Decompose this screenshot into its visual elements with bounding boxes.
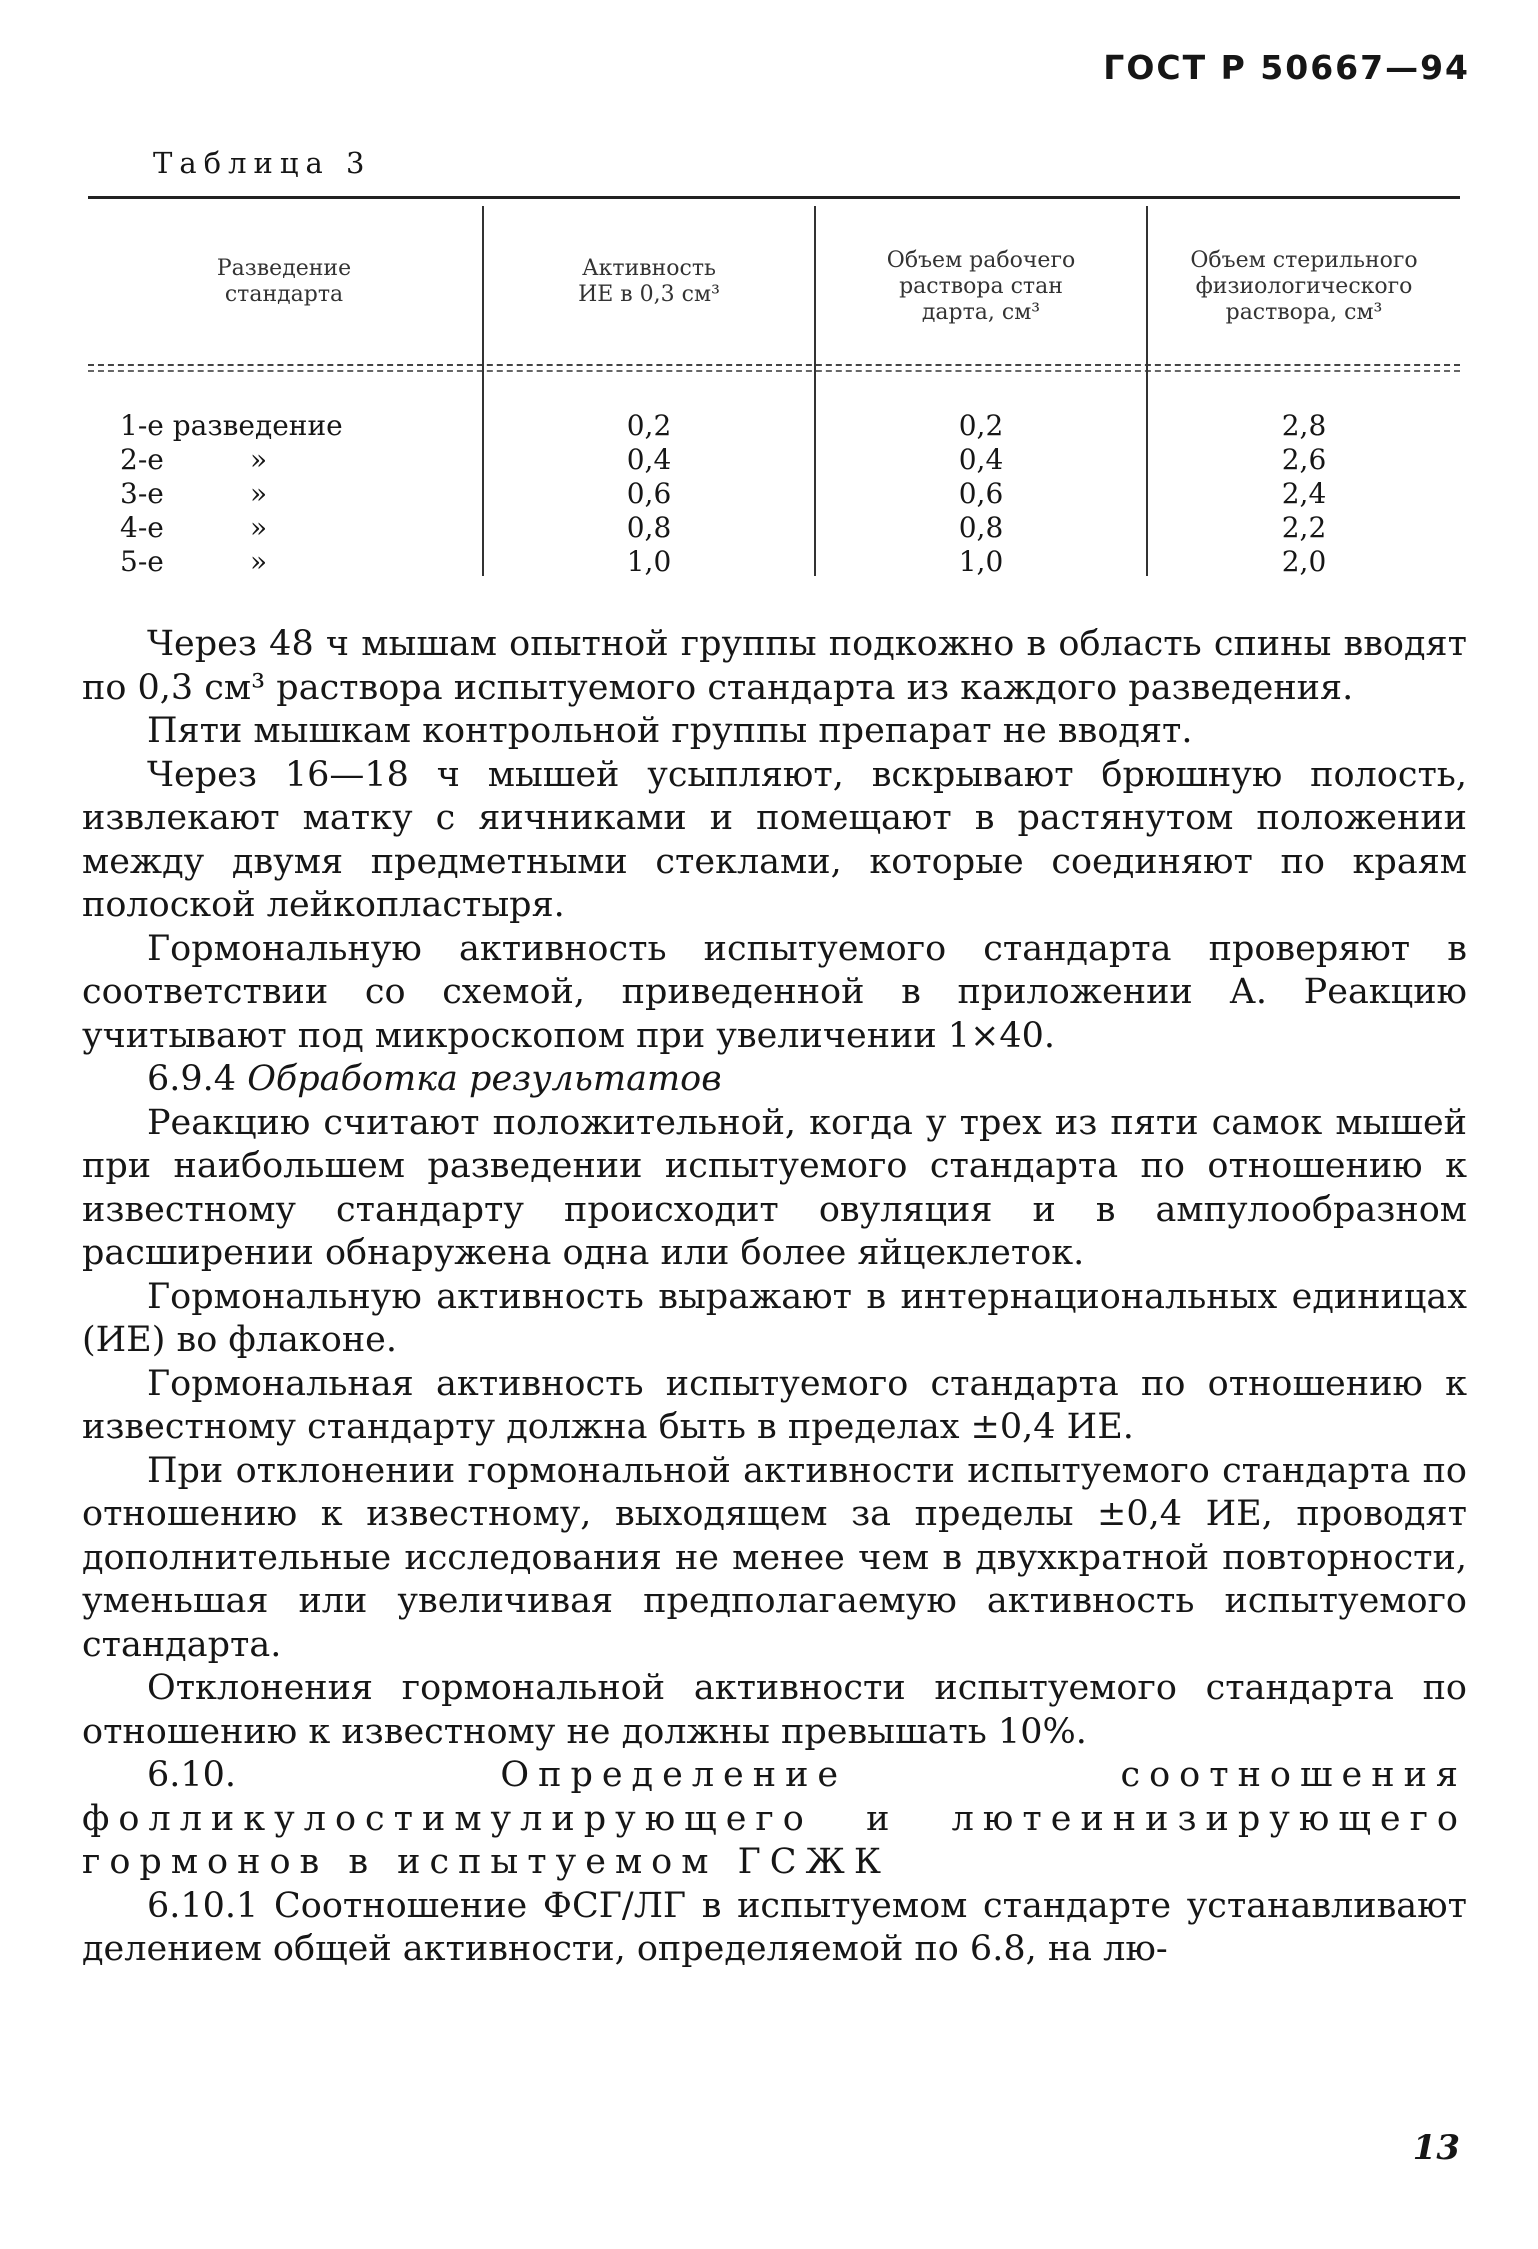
body-text <box>82 623 1467 1972</box>
row-activity: 0,2 <box>626 409 672 442</box>
table-label: Таблица 3 <box>153 146 372 180</box>
row-dilution-label: 1-е разведение <box>120 409 343 442</box>
row-saline-volume: 2,8 <box>1281 409 1327 442</box>
row-ditto-mark: » <box>250 443 268 476</box>
table-header-activity: Активность ИЕ в 0,3 см³ <box>578 256 720 307</box>
row-saline-volume: 2,6 <box>1281 443 1327 476</box>
paragraph: Пяти мышкам контрольной группы препарат не вводят. <box>147 711 1193 751</box>
row-dilution-label: 4-е <box>120 511 164 544</box>
row-working-volume: 0,6 <box>958 477 1004 510</box>
section-number: 6.9.4 <box>147 1059 237 1099</box>
page-number: 13 <box>1412 2128 1460 2168</box>
paragraph: При отклонении гормональной активности испытуемого стандарта по отношению к известному, выходящем за пределы ±0,4 ИЕ, проводят дополнительные исследования не менее чем в двухкратной повторности, уменьшая или увеличивая предполагаемую активность испытуемого стандарта. <box>82 1450 1467 1665</box>
table-header-working-volume: Объем рабочего раствора стан дарта, см³ <box>886 248 1076 325</box>
table-header-rule-2 <box>88 370 1460 372</box>
paragraph: Через 48 ч мышам опытной группы подкожно в область спины вводят по 0,3 см³ раствора испытуемого стандарта из каждого разведения. <box>82 624 1467 708</box>
row-activity: 1,0 <box>626 545 672 578</box>
section-heading-6-9-4 <box>82 1058 1467 1102</box>
row-activity: 0,8 <box>626 511 672 544</box>
paragraph: Гормональная активность испытуемого стандарта по отношению к известному стандарту должна быть в пределах ±0,4 ИЕ. <box>82 1363 1467 1447</box>
row-activity: 0,4 <box>626 443 672 476</box>
row-working-volume: 0,8 <box>958 511 1004 544</box>
table-body <box>88 409 1460 579</box>
table <box>88 196 1460 590</box>
row-working-volume: 1,0 <box>958 545 1004 578</box>
table-row <box>88 545 1460 579</box>
row-dilution-label: 5-е <box>120 545 164 578</box>
table-header-dilution: Разведение стандарта <box>216 256 352 307</box>
table-row <box>88 409 1460 443</box>
row-activity: 0,6 <box>626 477 672 510</box>
paragraph: Гормональную активность испытуемого стандарта проверяют в соответствии со схемой, приведенной в приложении А. Реакцию учитывают под микроскопом при увеличении 1×40. <box>82 928 1467 1056</box>
row-dilution-label: 3-е <box>120 477 164 510</box>
row-ditto-mark: » <box>250 545 268 578</box>
row-saline-volume: 2,0 <box>1281 545 1327 578</box>
table-row <box>88 477 1460 511</box>
paragraph: 6.10.1 Соотношение ФСГ/ЛГ в испытуемом стандарте устанавливают делением общей активности, определяемой по 6.8, на лю- <box>82 1885 1467 1969</box>
row-saline-volume: 2,4 <box>1281 477 1327 510</box>
paragraph: Через 16—18 ч мышей усыпляют, вскрывают брюшную полость, извлекают матку с яичниками и помещают в растянутом положении между двумя предметными стеклами, которые соединяют по краям полоской лейкопластыря. <box>82 754 1467 925</box>
row-ditto-mark: » <box>250 511 268 544</box>
row-saline-volume: 2,2 <box>1281 511 1327 544</box>
section-number: 6.10. <box>147 1755 237 1795</box>
row-ditto-mark: » <box>250 477 268 510</box>
section-title: Обработка результатов <box>247 1059 722 1099</box>
row-dilution-label: 2-е <box>120 443 164 476</box>
table-row <box>88 511 1460 545</box>
row-working-volume: 0,2 <box>958 409 1004 442</box>
paragraph: Отклонения гормональной активности испытуемого стандарта по отношению к известному не должны превышать 10%. <box>82 1668 1467 1752</box>
table-header-rule <box>88 364 1460 366</box>
table-top-rule <box>88 196 1460 199</box>
table-row <box>88 443 1460 477</box>
table-header-saline-volume: Объем стерильного физиологического раствора, см³ <box>1190 248 1418 325</box>
document-header: ГОСТ Р 50667—94 <box>1103 48 1470 87</box>
section-title: Определение соотношения фолликулостимулирующего и лютеинизирующего гормонов в испытуемом ГСЖК <box>82 1755 1467 1882</box>
paragraph: Реакцию считают положительной, когда у трех из пяти самок мышей при наибольшем разведении испытуемого стандарта по отношению к известному стандарту происходит овуляция и в ампулообразном расширении обнаружена одна или более яйцеклеток. <box>82 1102 1467 1273</box>
section-heading-6-10 <box>82 1754 1467 1885</box>
paragraph: Гормональную активность выражают в интернациональных единицах (ИЕ) во флаконе. <box>82 1276 1467 1360</box>
row-working-volume: 0,4 <box>958 443 1004 476</box>
